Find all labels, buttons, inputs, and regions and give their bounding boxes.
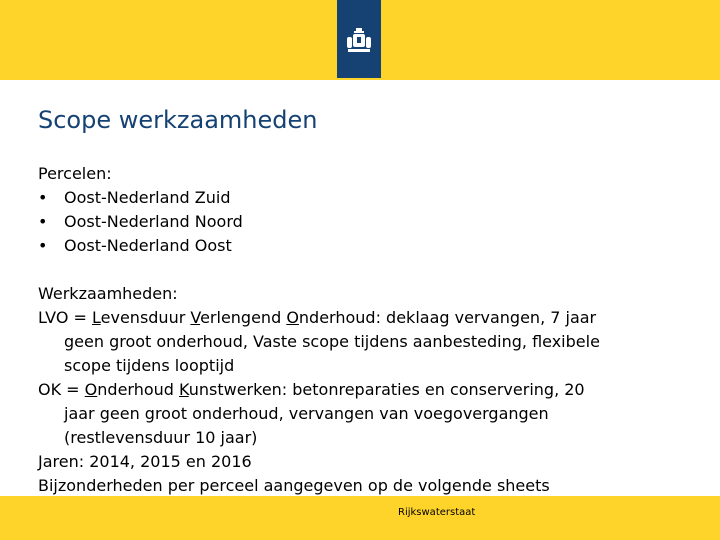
list-item: • Oost-Nederland Noord xyxy=(38,210,688,234)
bullet-icon: • xyxy=(38,212,48,231)
footer-label: Rijkswaterstaat xyxy=(398,507,476,518)
bullet-icon: • xyxy=(38,236,48,255)
rijksoverheid-logo xyxy=(337,0,381,78)
werkzaamheden-heading: Werkzaamheden: xyxy=(38,284,178,303)
list-item: • Oost-Nederland Oost xyxy=(38,234,688,258)
header-band xyxy=(0,0,720,80)
list-item: • Oost-Nederland Zuid xyxy=(38,186,688,210)
ok-definition: OK = Onderhoud Kunstwerken: betonreparaties en conservering, 20 jaar geen groot onderhoud, vervangen van voegovergangen (restlevensduur 10 jaar) xyxy=(38,380,585,447)
percelen-heading: Percelen: xyxy=(38,164,112,183)
bijzonderheden-line: Bijzonderheden per perceel aangegeven op de volgende sheets xyxy=(38,476,550,495)
jaren-line: Jaren: 2014, 2015 en 2016 xyxy=(38,452,252,471)
slide-body xyxy=(38,162,688,498)
bullet-icon: • xyxy=(38,188,48,207)
footer-band xyxy=(0,496,720,540)
slide-title: Scope werkzaamheden xyxy=(38,106,318,134)
lvo-definition: LVO = Levensduur Verlengend Onderhoud: deklaag vervangen, 7 jaar geen groot onderhoud, Vaste scope tijdens aanbesteding, flexibele scope tijdens looptijd xyxy=(38,308,600,375)
coat-of-arms-icon xyxy=(345,28,373,54)
